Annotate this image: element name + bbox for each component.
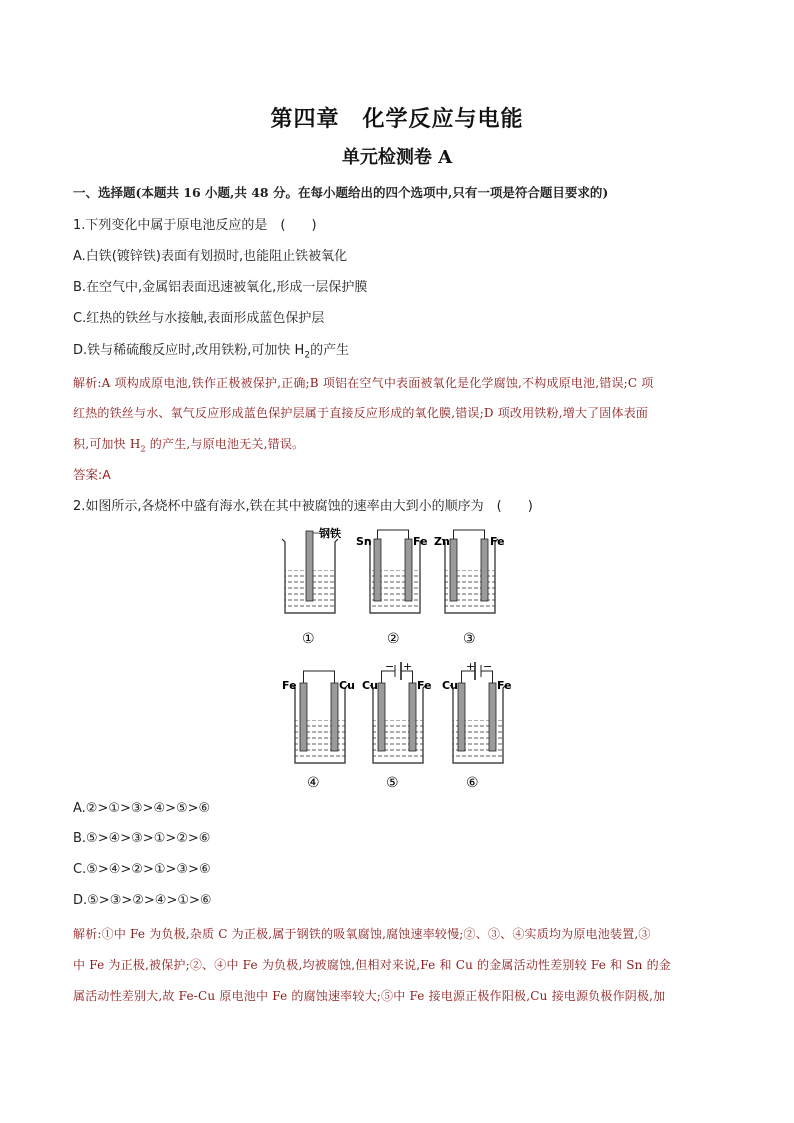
beaker-5-number: ⑤ (386, 775, 399, 791)
beaker-6 (442, 660, 512, 791)
beaker-2 (356, 530, 428, 647)
beaker-5-minus-sign: − (385, 660, 395, 673)
beaker-5-plus-sign: + (403, 660, 413, 673)
beaker-1-number: ① (302, 631, 315, 647)
beaker-1 (282, 526, 341, 647)
q1-analysis-line1: 解析:A 项构成原电池,铁作正极被保护,正确;B 项铝在空气中表面被氧化是化学腐蚀,不构成原电池,错误;C 项 (73, 376, 654, 390)
beaker-6-minus-sign: − (483, 660, 493, 673)
beaker-3-number: ③ (463, 631, 476, 647)
q1-analysis-line3 (73, 435, 733, 458)
beaker-6-number: ⑥ (466, 775, 479, 791)
q1-analysis-line3-end: 的产生,与原电池无关,错误。 (145, 437, 305, 451)
beaker-5-right-label: Fe (417, 679, 432, 692)
q1-option-b: B.在空气中,金属铝表面迅速被氧化,形成一层保护膜 (73, 280, 368, 295)
q2-analysis-line3: 属活动性差别大,故 Fe-Cu 原电池中 Fe 的腐蚀速率较大;⑤中 Fe 接电源正极作阳极,Cu 接电源负极作阴极,加 (73, 989, 666, 1003)
beaker-3-right-label: Fe (490, 535, 505, 548)
q2-analysis-line2: 中 Fe 为正极,被保护;②、④中 Fe 为负极,均被腐蚀,但相对来说,Fe 和 Cu 的金属活动性差别较 Fe 和 Sn 的金 (73, 958, 672, 972)
beaker-3 (434, 530, 505, 647)
q1-answer: 答案:A (73, 467, 111, 482)
q1-option-a: A.白铁(镀锌铁)表面有划损时,也能阻止铁被氧化 (73, 249, 348, 264)
beaker-5 (362, 660, 432, 791)
q2-option-a: A.②>①>③>④>⑤>⑥ (73, 801, 211, 816)
beaker-2-number: ② (387, 631, 400, 647)
q2-stem: 2.如图所示,各烧杯中盛有海水,铁在其中被腐蚀的速率由大到小的顺序为 ( ) (73, 499, 533, 514)
beaker-4-number: ④ (307, 775, 320, 791)
beaker-4-right-label: Cu (339, 679, 355, 692)
beaker-6-plus-sign: + (466, 660, 476, 673)
q1-analysis-line2: 红热的铁丝与水、氧气反应形成蓝色保护层属于直接反应形成的氧化膜,错误;D 项改用铁粉,增大了固体表面 (73, 406, 649, 420)
beaker-2-right-label: Fe (413, 535, 428, 548)
q1-option-d-end: 的产生 (310, 343, 350, 358)
beaker-6-right-label: Fe (497, 679, 512, 692)
beaker-4 (282, 671, 355, 791)
q2-analysis-line1: 解析:①中 Fe 为负极,杂质 C 为正极,属于钢铁的吸氧腐蚀,腐蚀速率较慢;②、③、④实质均为原电池装置,③ (73, 927, 651, 941)
beaker-1-label: 钢铁 (319, 527, 341, 540)
beaker-6-left-label: Cu (442, 679, 458, 692)
q2-option-b: B.⑤>④>③>①>②>⑥ (73, 831, 211, 846)
q1-analysis-line3-text: 积,可加快 H (73, 437, 141, 451)
q1-option-c: C.红热的铁丝与水接触,表面形成蓝色保护层 (73, 311, 325, 326)
q1-option-d-text: D.铁与稀硫酸反应时,改用铁粉,可加快 H (73, 343, 305, 358)
q1-analysis-sub: 2 (140, 444, 146, 454)
beaker-4-left-label: Fe (282, 679, 297, 692)
q1-stem: 1.下列变化中属于原电池反应的是 ( ) (73, 218, 317, 233)
q2-option-c: C.⑤>④>②>①>③>⑥ (73, 862, 211, 877)
q1-option-d-sub: 2 (304, 350, 311, 361)
q2-option-d: D.⑤>③>②>④>①>⑥ (73, 893, 212, 908)
chapter-title: 第四章 化学反应与电能 (270, 106, 524, 132)
beaker-3-left-label: Zn (434, 535, 450, 548)
section-heading: 一、选择题(本题共 16 小题,共 48 分。在每小题给出的四个选项中,只有一项是符合题目要求的) (73, 185, 609, 200)
test-subtitle: 单元检测卷 A (341, 147, 453, 168)
beaker-figure (270, 525, 530, 795)
q1-option-d (73, 342, 733, 365)
beaker-5-left-label: Cu (362, 679, 378, 692)
beaker-2-left-label: Sn (356, 535, 372, 548)
